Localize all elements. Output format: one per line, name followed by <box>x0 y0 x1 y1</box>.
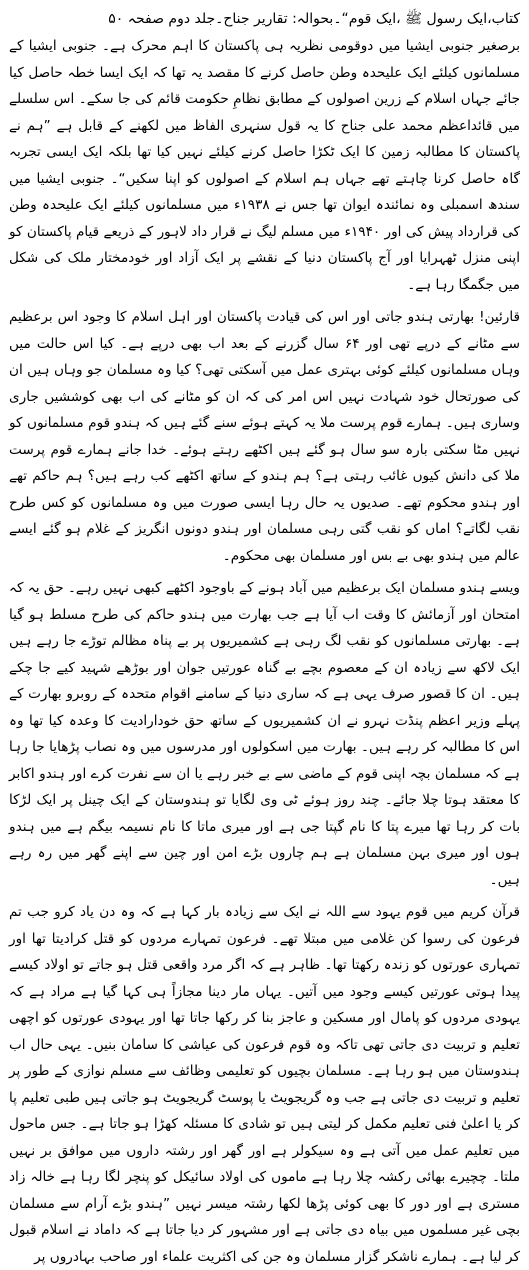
paragraph-readers-indian-hindu: قارئین! بھارتی ہندو جاتی اور اس کی قیادت پاکستان اور اہل اسلام کا وجود اس برعظیم سے مٹانے کے درپے تھی اور ۶۴ سال گزرنے کے بعد اب بھی درپے ہے۔ کیا اس حالت میں وہاں مسلمانوں کیلئے کوئی بہتری عمل میں آسکتی تھی؟ کیا وہ مسلمان جو وہاں ہیں ان کی صورتحال خود شہادت نہیں اس امر کی کہ ان کو مٹانے کی اب بھی کوششیں جاری وساری ہیں۔ ہمارے قوم پرست ملا یہ کہتے ہوئے سنے گئے ہیں کہ ہندو قوم مسلمانوں کو نہیں مٹا سکتی بارہ سو سال ہو گئے ہیں اکٹھے رہتے ہوئے۔ خدا جانے ہمارے قوم پرست ملا کی دانش کیوں غائب رہتی ہے؟ ہم ہندو کے ساتھ اکٹھے کب رہے ہیں؟ ہم حاکم تھے اور ہندو محکوم تھے۔ صدیوں یہ حال رہا ایسی صورت میں وہ مسلمانوں کو کس طرح نقب لگاتے؟ اماں کو نقب گتی رہی مسلمان اور ہندو دونوں انگریز کے غلام ہو گئے ایسے عالم میں ہندو بھی بے بس اور مسلمان بھی محکوم۔ <box>9 309 520 564</box>
paragraph-two-nation-theory: برصغیر جنوبی ایشیا میں دوقومی نظریہ ہی پاکستان کا اہم محرک ہے۔ جنوبی ایشیا کے مسلمانوں کیلئے ایک علیحدہ وطن حاصل کرنے کا مقصد یہ تھا کہ ایک ایسا خطہ حاصل کیا جائے جہاں اسلام کے زرین اصولوں کے مطابق نظامِ حکومت قائم کی جا سکے۔ اس سلسلے میں قائداعظم محمد علی جناح کا یہ قول سنہری الفاظ میں لکھنے کے قابل ہے ”ہم نے پاکستان کا مطالبہ زمین کا ایک ٹکڑا حاصل کرنے کیلئے نہیں کیا تھا بلکہ ایک ایسی تجربہ گاہ حاصل کرنا چاہتے تھے جہاں ہم اسلام کے اصولوں کو اپنا سکیں“۔ جنوبی ایشیا میں سندھ اسمبلی وہ نمائندہ ایوان تھا جس نے ۱۹۳۸ء میں مسلمانوں کیلئے ایک علیحدہ وطن کی قرارداد پیش کی اور ۱۹۴۰ء میں مسلم لیگ نے قرار داد لاہور کے ذریعے قیام پاکستان کو اپنی منزل ٹھہرایا اور آج پاکستان دنیا کے نقشے پر ایک آزاد اور خودمختار ملک کی شکل میں جگمگا رہا ہے۔ <box>9 38 521 293</box>
paragraph-quran-pharaoh: قرآن کریم میں قوم یہود سے اللہ نے ایک سے زیادہ بار کہا ہے کہ وہ دن یاد کرو جب تم فرعون کی رسوا کن غلامی میں مبتلا تھے۔ فرعون تمہارے مردوں کو قتل کرادیتا تھا اور تمہاری عورتوں کو زندہ رکھتا تھا۔ ظاہر ہے کہ اگر مرد واقعی قتل ہو جاتے تو اولاد کیسے پیدا ہوتی عورتیں کیسے وجود میں آتیں۔ یہاں مار دینا مجازاً ہی کہا گیا ہے مراد ہے کہ یہودی مردوں کو پامال اور مسکین و عاجز بنا کر رکھا جاتا تھا اور یہودی عورتوں کو اچھی تعلیم و تربیت دی جاتی تھی تاکہ وہ قوم فرعون کی عیاشی کا سامان بنیں۔ یہی حال اب ہندوستان میں ہو رہا ہے۔ مسلمان بچیوں کو تعلیمی وظائف سے مسلم نوازی کے طور پر تعلیم و تربیت دی جاتی ہے جب وہ گریجویٹ یا پوسٹ گریجویٹ ہو جاتی ہیں طبی تعلیم پا کر یا اعلیٰ فنی تعلیم مکمل کر لیتی ہیں تو شادی کا مسئلہ کھڑا ہو جاتا ہے۔ جس ماحول میں تعلیم عمل میں آتی ہے وہ سیکولر ہے اور گھر اور رشتہ داروں میں موافق بر نہیں ملتا۔ چچیرے بھائی رکشہ چلا رہا ہے ماموں کی اولاد سائیکل کو پنچر لگا رہا ہے خالہ زاد مستری ہے اور دور کا بھی کوئی پڑھا لکھا رشتہ میسر نہیں ”ہندو بڑے آرام سے مسلمان بچی غیر مسلموں میں بیاہ دی جاتی ہے اور مشہور کر دیا جاتا ہے کہ داماد نے اسلام قبول کر لیا ہے۔ ہمارے ناشکر گزار مسلمان وہ جن کی اکثریت علماء اور صاحب بہادروں پر <box>9 904 520 1265</box>
paragraph-hindu-muslim-kashmir: ویسے ہندو مسلمان ایک برعظیم میں آباد ہونے کے باوجود اکٹھے کبھی نہیں رہے۔ حق یہ کہ امتحان اور آزمائش کا وقت اب آیا ہے جب بھارت میں ہندو حاکم کی طرح مسلط ہو گیا ہے۔ بھارتی مسلمانوں کو نقب لگ رہی ہے کشمیریوں پر بے پناہ مظالم توڑے جا رہے ہیں ایک لاکھ سے زیادہ ان کے معصوم بچے بے گناہ عورتیں جوان اور بوڑھے شہید کیے جا چکے ہیں۔ ان کا قصور صرف یہی ہے کہ ساری دنیا کے سامنے اقوام متحدہ کے روبرو بھارت کے پہلے وزیر اعظم پنڈت نہرو نے ان کشمیریوں کے ساتھ حق خودارادیت کا وعدہ کیا تھا وہ اس کا مطالبہ کر رہے ہیں۔ بھارت میں اسکولوں اور مدرسوں میں وہ نصاب پڑھایا جا رہا ہے کہ مسلمان بچہ اپنی قوم کے ماضی سے بے خبر رہے یا ان سے نفرت کرے اور ہندو اکابر کا معتقد ہوتا چلا جائے۔ چند روز ہوئے ٹی وی لگایا تو ہندوستان کے ایک چینل پر ایک لڑکا بات کر رہا تھا میرے پتا کا نام گپتا جی ہے اور میری ماتا کا نام نسیمہ بیگم ہے میں ہندو ہوں اور میری بہن مسلمان ہے ہم چاروں بڑے امن اور چین سے اپنے گھر میں رہ رہے ہیں۔ <box>9 580 520 888</box>
book-citation: کتاب،ایک رسول ﷺ ،ایک قوم“۔بحوالہ: تقاریر جناح۔جلد دوم صفحہ ۵۰ <box>108 11 520 27</box>
